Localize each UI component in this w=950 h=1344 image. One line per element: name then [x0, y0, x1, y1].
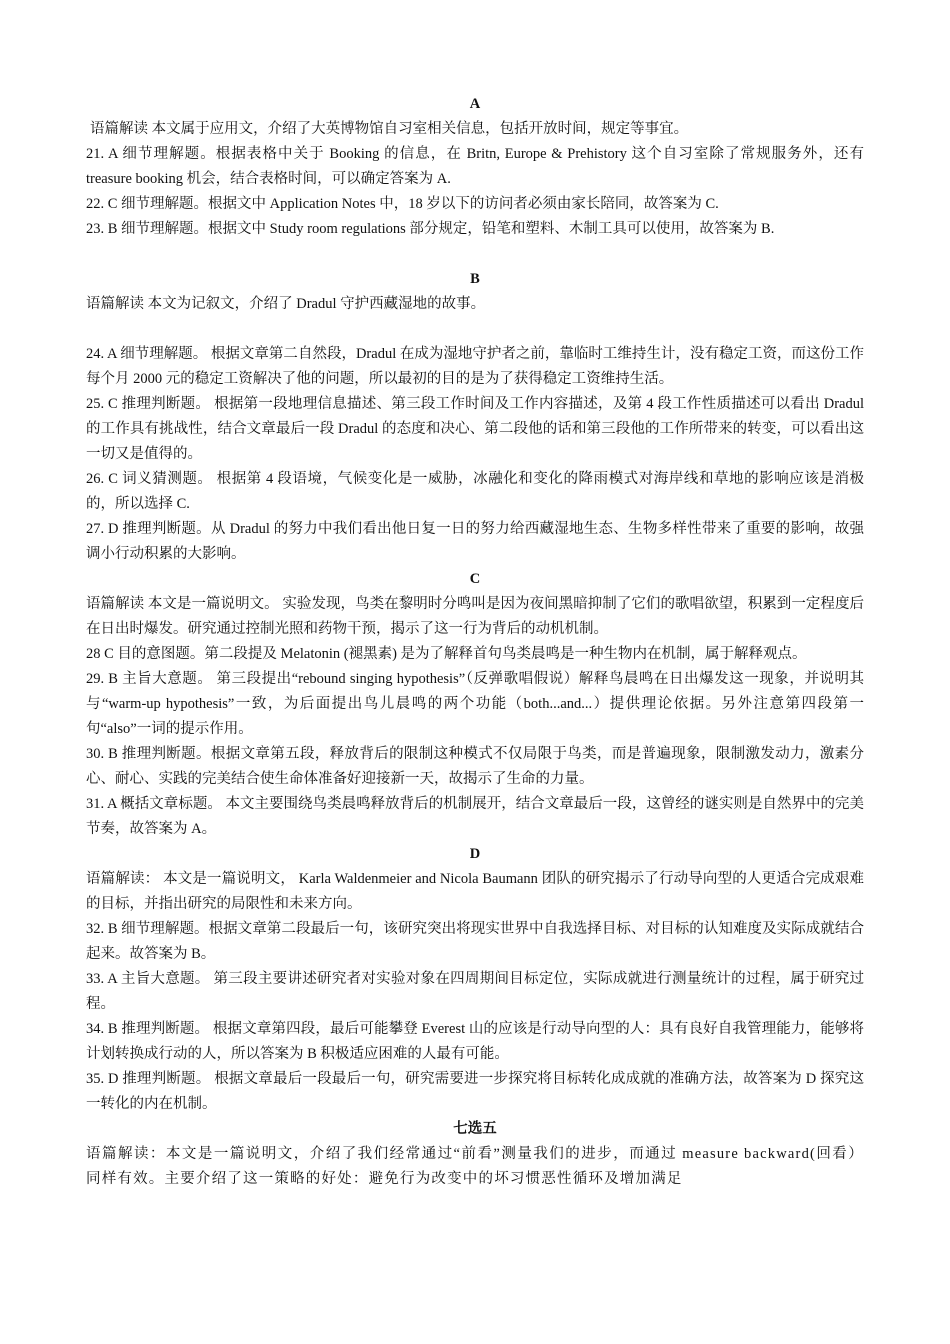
spacer — [86, 317, 864, 342]
section-d-title: D — [469, 846, 481, 862]
section-b-title: B — [470, 271, 480, 287]
section-qixuanwu-summary: 语篇解读：本文是一篇说明文，介绍了我们经常通过“前看”测量我们的进步，而通过 measure backward(回看）同样有效。主要介绍了这一策略的好处：避免行为改变中的坏习惯恶性循环及增加满足 — [86, 1146, 864, 1187]
answer-32: 32. B 细节理解题。根据文章第二段最后一句，该研究突出将现实世界中自我选择目标、对目标的认知难度及实际成就结合起来。故答案为 B。 — [86, 921, 864, 962]
answer-30: 30. B 推理判断题。根据文章第五段，释放背后的限制这种模式不仅局限于鸟类，而是普遍现象，限制激发动力，激素分心、耐心、实践的完美结合使生命体准备好迎接新一天，故揭示了生命的力量。 — [86, 746, 864, 787]
answer-26: 26. C 词义猜测题。 根据第 4 段语境，气候变化是一威胁，冰融化和变化的降雨模式对海岸线和草地的影响应该是消极的，所以选择 C. — [86, 471, 864, 512]
answer-33: 33. A 主旨大意题。 第三段主要讲述研究者对实验对象在四周期间目标定位，实际成就进行测量统计的过程，属于研究过程。 — [86, 971, 864, 1012]
answer-34: 34. B 推理判断题。 根据文章第四段，最后可能攀登 Everest 山的应该是行动导向型的人：具有良好自我管理能力，能够将计划转换成行动的人，所以答案为 B 积极适应困难的人最有可能。 — [86, 1021, 864, 1062]
section-a-title: A — [469, 96, 481, 112]
section-c-summary: 语篇解读 本文是一篇说明文。 实验发现，鸟类在黎明时分鸣叫是因为夜间黑暗抑制了它们的歌唱欲望，积累到一定程度后在日出时爆发。研究通过控制光照和药物干预，揭示了这一行为背后的动机机制。 — [86, 596, 864, 637]
answer-28: 28 C 目的意图题。第二段提及 Melatonin (褪黑素) 是为了解释首句鸟类晨鸣是一种生物内在机制，属于解释观点。 — [86, 646, 807, 662]
spacer — [86, 242, 864, 267]
answer-21: 21. A 细节理解题。根据表格中关于 Booking 的信息，在 Britn, Europe & Prehistory 这个自习室除了常规服务外，还有 treasure booking 机会，结合表格时间，可以确定答案为 A. — [86, 146, 864, 187]
section-qixuanwu-title: 七选五 — [453, 1121, 497, 1137]
section-d-summary: 语篇解读： 本文是一篇说明文， Karla Waldenmeier and Nicola Baumann 团队的研究揭示了行动导向型的人更适合完成艰难的目标，并指出研究的局限性和未来方向。 — [86, 871, 864, 912]
answer-35: 35. D 推理判断题。 根据文章最后一段最后一句，研究需要进一步探究将目标转化成成就的准确方法，故答案为 D 探究这一转化的内在机制。 — [86, 1071, 864, 1112]
answer-29: 29. B 主旨大意题。 第三段提出“rebound singing hypothesis”（反弹歌唱假说）解释鸟晨鸣在日出爆发这一现象，并说明其与“warm-up hypothesis”一致，为后面提出鸟儿晨鸣的两个功能（both...and...）提供理论依据。另外注意第四段第一句“also”一词的提示作用。 — [86, 671, 864, 737]
answer-24: 24. A 细节理解题。 根据文章第二自然段，Dradul 在成为湿地守护者之前，靠临时工维持生计，没有稳定工资，而这份工作每个月 2000 元的稳定工资解决了他的问题，所以最初的目的是为了获得稳定工资维持生活。 — [86, 346, 864, 387]
answer-23: 23. B 细节理解题。根据文中 Study room regulations 部分规定，铅笔和塑料、木制工具可以使用，故答案为 B. — [86, 221, 775, 237]
answer-27: 27. D 推理判断题。从 Dradul 的努力中我们看出他日复一日的努力给西藏湿地生态、生物多样性带来了重要的影响，故强调小行动积累的大影响。 — [86, 521, 864, 562]
answer-22: 22. C 细节理解题。根据文中 Application Notes 中，18 岁以下的访问者必须由家长陪同，故答案为 C. — [86, 196, 719, 212]
answer-31: 31. A 概括文章标题。 本文主要围绕鸟类晨鸣释放背后的机制展开，结合文章最后一段，这曾经的谜实则是自然界中的完美节奏，故答案为 A。 — [86, 796, 864, 837]
section-a-summary: 语篇解读 本文属于应用文，介绍了大英博物馆自习室相关信息，包括开放时间，规定等事宜。 — [90, 121, 689, 137]
answer-25: 25. C 推理判断题。 根据第一段地理信息描述、第三段工作时间及工作内容描述，及第 4 段工作性质描述可以看出 Dradul 的工作具有挑战性，结合文章最后一段 Dradul 的态度和决心、第二段他的话和第三段他的工作所带来的转变，可以看出这一切又是值得的。 — [86, 396, 864, 462]
section-c-title: C — [469, 571, 481, 587]
section-b-summary: 语篇解读 本文为记叙文，介绍了 Dradul 守护西藏湿地的故事。 — [86, 296, 486, 312]
